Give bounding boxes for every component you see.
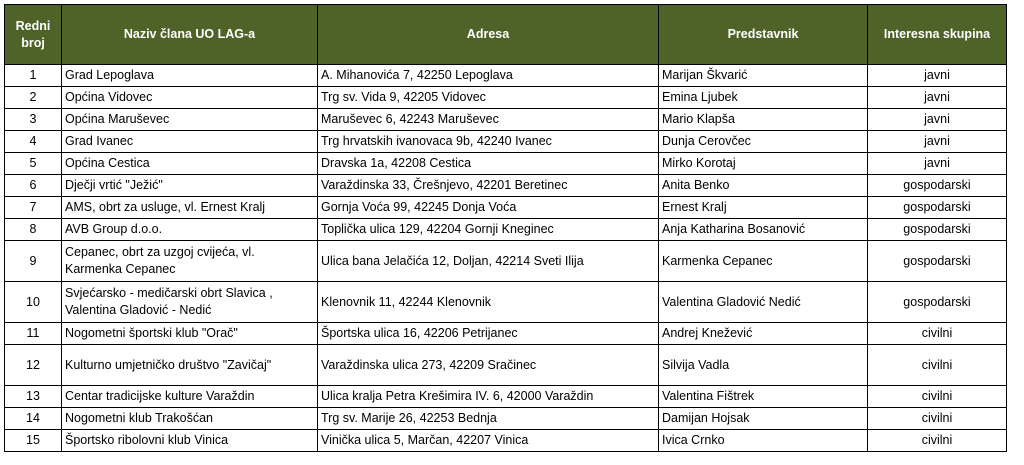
- row-number: 9: [5, 241, 62, 282]
- member-group: gospodarski: [868, 282, 1007, 323]
- table-row: [5, 153, 1007, 175]
- member-name: Svjećarsko - medičarski obrt Slavica , Valentina Gladović - Nedić: [62, 282, 318, 323]
- header-predstavnik: Predstavnik: [659, 5, 868, 65]
- row-number: 15: [5, 430, 62, 452]
- row-number: 7: [5, 197, 62, 219]
- member-name: Grad Lepoglava: [62, 65, 318, 87]
- member-representative: Emina Ljubek: [659, 87, 868, 109]
- member-address: Trg sv. Marije 26, 42253 Bednja: [318, 408, 659, 430]
- member-representative: Ivica Crnko: [659, 430, 868, 452]
- member-group: civilni: [868, 408, 1007, 430]
- header-adresa: Adresa: [318, 5, 659, 65]
- row-number: 8: [5, 219, 62, 241]
- table-row: [5, 219, 1007, 241]
- table-row: [5, 197, 1007, 219]
- header-interesna-skupina: Interesna skupina: [868, 5, 1007, 65]
- member-name: Dječji vrtić "Ježić": [62, 175, 318, 197]
- member-address: A. Mihanovića 7, 42250 Lepoglava: [318, 65, 659, 87]
- member-name: Nogometni klub Trakošćan: [62, 408, 318, 430]
- member-representative: Dunja Cerovčec: [659, 131, 868, 153]
- table-row: [5, 65, 1007, 87]
- member-group: gospodarski: [868, 175, 1007, 197]
- row-number: 12: [5, 345, 62, 386]
- member-group: gospodarski: [868, 219, 1007, 241]
- member-address: Ulica bana Jelačića 12, Doljan, 42214 Sveti Ilija: [318, 241, 659, 282]
- members-table: [4, 4, 1007, 452]
- row-number: 3: [5, 109, 62, 131]
- header-naziv: Naziv člana UO LAG-a: [62, 5, 318, 65]
- table-row: [5, 131, 1007, 153]
- member-representative: Mario Klapša: [659, 109, 868, 131]
- member-name: AVB Group d.o.o.: [62, 219, 318, 241]
- row-number: 14: [5, 408, 62, 430]
- row-number: 13: [5, 386, 62, 408]
- row-number: 1: [5, 65, 62, 87]
- row-number: 11: [5, 323, 62, 345]
- header-row: [5, 5, 1007, 65]
- member-group: civilni: [868, 345, 1007, 386]
- member-address: Klenovnik 11, 42244 Klenovnik: [318, 282, 659, 323]
- member-group: javni: [868, 109, 1007, 131]
- member-representative: Andrej Knežević: [659, 323, 868, 345]
- member-group: javni: [868, 153, 1007, 175]
- member-representative: Valentina Gladović Nedić: [659, 282, 868, 323]
- member-name: Kulturno umjetničko društvo "Zavičaj": [62, 345, 318, 386]
- member-representative: Marijan Škvarić: [659, 65, 868, 87]
- member-group: javni: [868, 87, 1007, 109]
- member-name: AMS, obrt za usluge, vl. Ernest Kralj: [62, 197, 318, 219]
- member-representative: Karmenka Cepanec: [659, 241, 868, 282]
- table-row: [5, 323, 1007, 345]
- member-group: gospodarski: [868, 197, 1007, 219]
- row-number: 4: [5, 131, 62, 153]
- row-number: 6: [5, 175, 62, 197]
- member-name: Općina Cestica: [62, 153, 318, 175]
- member-address: Ulica kralja Petra Krešimira IV. 6, 42000 Varaždin: [318, 386, 659, 408]
- member-address: Toplička ulica 129, 42204 Gornji Kneginec: [318, 219, 659, 241]
- member-representative: Anja Katharina Bosanović: [659, 219, 868, 241]
- table-row: [5, 386, 1007, 408]
- member-representative: Silvija Vadla: [659, 345, 868, 386]
- member-representative: Ernest Kralj: [659, 197, 868, 219]
- member-name: Nogometni športski klub "Orač": [62, 323, 318, 345]
- table-row: [5, 241, 1007, 282]
- member-group: civilni: [868, 323, 1007, 345]
- member-address: Dravska 1a, 42208 Cestica: [318, 153, 659, 175]
- member-name: Općina Maruševec: [62, 109, 318, 131]
- member-group: civilni: [868, 386, 1007, 408]
- table-row: [5, 345, 1007, 386]
- member-address: Maruševec 6, 42243 Maruševec: [318, 109, 659, 131]
- member-address: Varaždinska ulica 273, 42209 Sračinec: [318, 345, 659, 386]
- table-row: [5, 87, 1007, 109]
- row-number: 2: [5, 87, 62, 109]
- member-group: javni: [868, 131, 1007, 153]
- member-group: civilni: [868, 430, 1007, 452]
- member-name: Općina Vidovec: [62, 87, 318, 109]
- member-address: Športska ulica 16, 42206 Petrijanec: [318, 323, 659, 345]
- member-name: Centar tradicijske kulture Varaždin: [62, 386, 318, 408]
- member-name: Grad Ivanec: [62, 131, 318, 153]
- member-representative: Damijan Hojsak: [659, 408, 868, 430]
- row-number: 5: [5, 153, 62, 175]
- member-name: Športsko ribolovni klub Vinica: [62, 430, 318, 452]
- table-row: [5, 408, 1007, 430]
- member-name: Cepanec, obrt za uzgoj cvijeća, vl. Karmenka Cepanec: [62, 241, 318, 282]
- member-address: Trg sv. Vida 9, 42205 Vidovec: [318, 87, 659, 109]
- member-address: Gornja Voća 99, 42245 Donja Voća: [318, 197, 659, 219]
- member-address: Trg hrvatskih ivanovaca 9b, 42240 Ivanec: [318, 131, 659, 153]
- member-representative: Valentina Fištrek: [659, 386, 868, 408]
- header-redni-broj: Redni broj: [5, 5, 62, 65]
- row-number: 10: [5, 282, 62, 323]
- member-address: Varaždinska 33, Črešnjevo, 42201 Beretinec: [318, 175, 659, 197]
- member-representative: Anita Benko: [659, 175, 868, 197]
- member-group: javni: [868, 65, 1007, 87]
- member-address: Vinička ulica 5, Marčan, 42207 Vinica: [318, 430, 659, 452]
- member-group: gospodarski: [868, 241, 1007, 282]
- table-row: [5, 430, 1007, 452]
- table-row: [5, 175, 1007, 197]
- member-representative: Mirko Korotaj: [659, 153, 868, 175]
- table-row: [5, 282, 1007, 323]
- table-row: [5, 109, 1007, 131]
